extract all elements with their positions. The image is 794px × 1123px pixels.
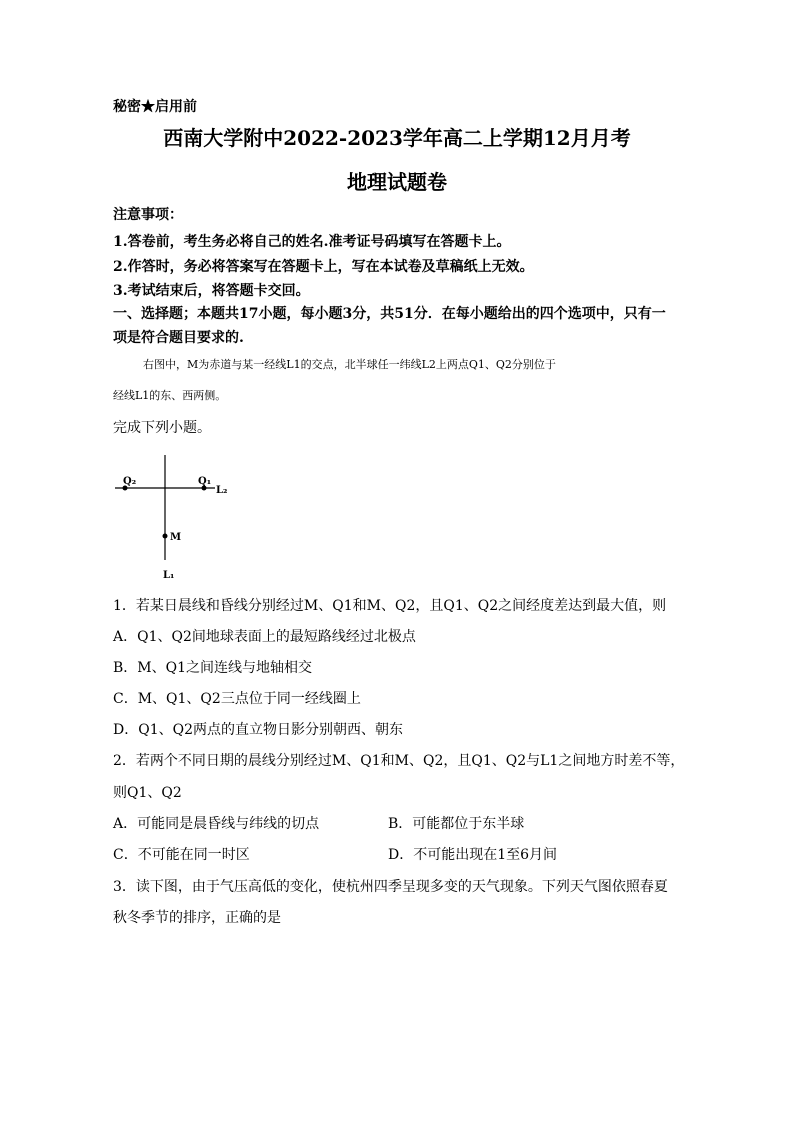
question-2-option-d: D．不可能出现在1至6月间 (388, 847, 558, 863)
context-line1: 右图中，M为赤道与某一经线L1的交点，北半球任一纬线L2上两点Q1、Q2分别位于 (143, 358, 556, 371)
point-m (163, 534, 168, 539)
exam-subtitle: 地理试题卷 (347, 170, 447, 194)
question-1-stem: 1．若某日晨线和昏线分别经过M、Q1和M、Q2，且Q1、Q2之间经度差达到最大值，则 (113, 598, 667, 614)
question-2-option-b: B．可能都位于东半球 (388, 816, 525, 832)
label-l2: L₂ (216, 485, 228, 496)
section-intro-line2: 项是符合题目要求的. (113, 330, 244, 346)
notice-item-1: 1.答卷前，考生务必将自己的姓名.准考证号码填写在答题卡上。 (113, 234, 511, 250)
label-l1: L₁ (163, 570, 175, 581)
question-2-option-c: C．不可能在同一时区 (113, 847, 250, 863)
notice-heading: 注意事项： (113, 207, 183, 223)
question-3-stem-line1: 3．读下图，由于气压高低的变化，使杭州四季呈现多变的天气现象。下列天气图依照春夏 (113, 879, 668, 895)
latitude-longitude-diagram (105, 450, 245, 590)
section-intro-line1: 一、选择题；本题共17小题，每小题3分，共51分．在每小题给出的四个选项中，只有一 (113, 306, 666, 322)
notice-item-2: 2.作答时，务必将答案写在答题卡上，写在本试卷及草稿纸上无效。 (113, 259, 534, 275)
question-2-option-a: A．可能同是晨昏线与纬线的切点 (113, 816, 320, 832)
instruction-text: 完成下列小题。 (113, 420, 211, 436)
label-q2: Q₂ (123, 476, 137, 487)
question-3-stem-line2: 秋冬季节的排序，正确的是 (113, 910, 281, 926)
label-q1: Q₁ (198, 476, 212, 487)
context-line2: 经线L1的东、西两侧。 (113, 389, 227, 402)
exam-title: 西南大学附中2022-2023学年高二上学期12月月考 (163, 126, 631, 150)
label-m: M (170, 532, 182, 543)
question-1-option-d: D．Q1、Q2两点的直立物日影分别朝西、朝东 (113, 722, 403, 738)
confidential-label: 秘密★启用前 (113, 99, 197, 115)
question-2-stem-line1: 2．若两个不同日期的晨线分别经过M、Q1和M、Q2，且Q1、Q2与L1之间地方时差不等， (113, 753, 685, 769)
notice-item-3: 3.考试结束后，将答题卡交回。 (113, 283, 310, 299)
question-2-stem-line2: 则Q1、Q2 (113, 785, 182, 801)
question-1-option-c: C．M、Q1、Q2三点位于同一经线圈上 (113, 691, 361, 707)
question-1-option-b: B．M、Q1之间连线与地轴相交 (113, 660, 313, 676)
question-1-option-a: A．Q1、Q2间地球表面上的最短路线经过北极点 (113, 629, 416, 645)
